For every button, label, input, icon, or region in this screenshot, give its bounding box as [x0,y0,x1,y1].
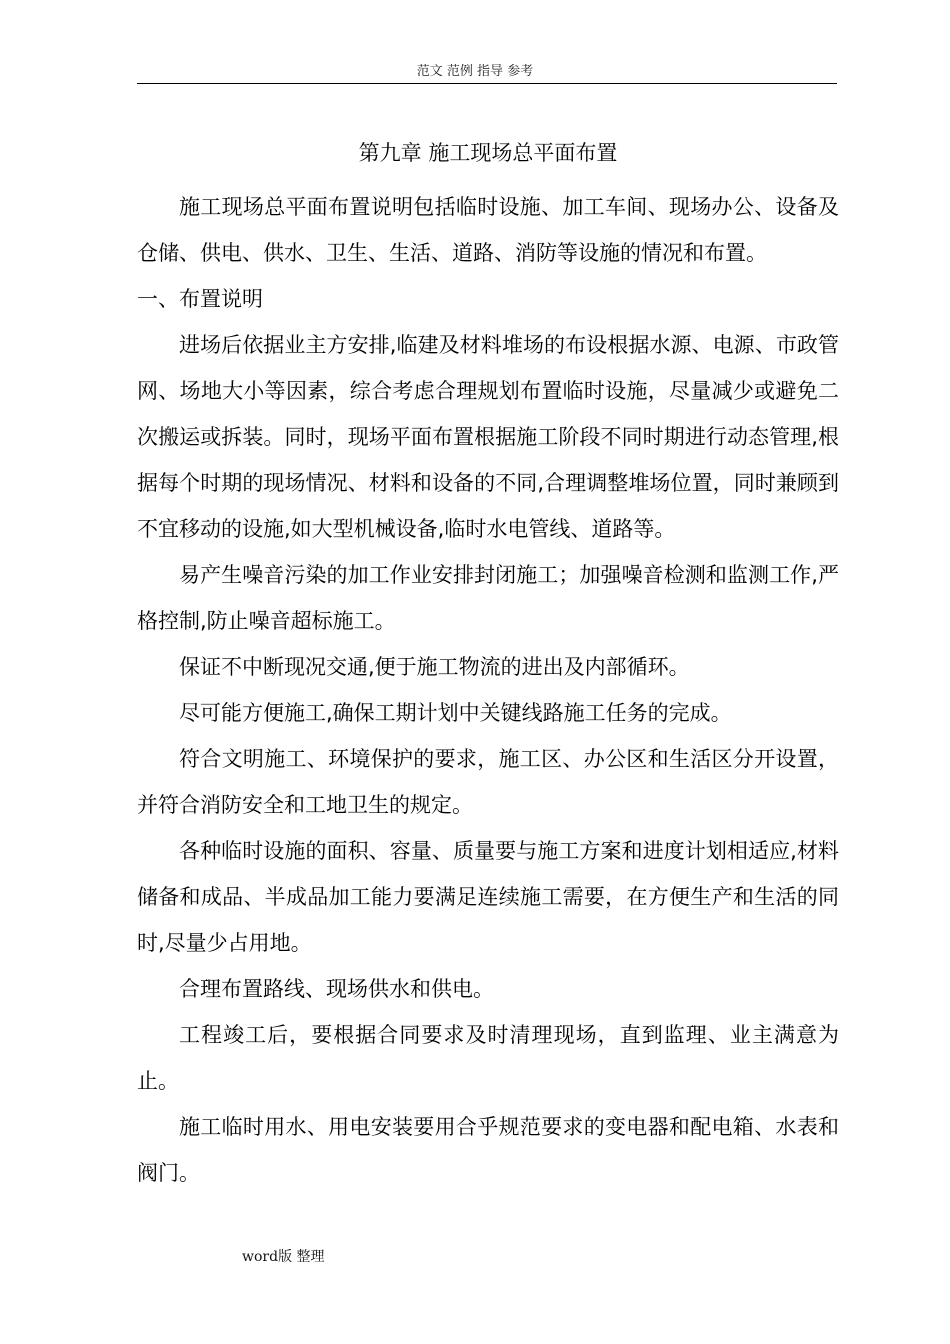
header-divider [137,83,837,84]
paragraph: 尽可能方便施工,确保工期计划中关键线路施工任务的完成。 [179,701,732,725]
section-heading: 一、布置说明 [137,287,263,311]
chapter-title: 第九章 施工现场总平面布置 [358,141,618,165]
page-header: 范文 范例 指导 参考 [416,64,534,79]
intro-paragraph: 施工现场总平面布置说明包括临时设施、加工车间、现场办公、设备及仓储、供电、供水、卫生、生活、道路、消防等设施的情况和布置。 [137,195,839,265]
paragraph: 各种临时设施的面积、容量、质量要与施工方案和进度计划相适应,材料储备和成品、半成品加工能力要满足连续施工需要，在方便生产和生活的同时,尽量少占用地。 [137,839,839,955]
document-body [137,130,839,1196]
paragraph: 符合文明施工、环境保护的要求，施工区、办公区和生活区分开设置，并符合消防安全和工地卫生的规定。 [137,747,839,817]
page-footer: word版 整理 [242,1249,325,1265]
paragraph: 易产生噪音污染的加工作业安排封闭施工；加强噪音检测和监测工作,严格控制,防止噪音超标施工。 [137,563,839,633]
paragraph: 工程竣工后，要根据合同要求及时清理现场，直到监理、业主满意为止。 [137,1023,839,1093]
paragraph: 进场后依据业主方安排,临建及材料堆场的布设根据水源、电源、市政管网、场地大小等因素，综合考虑合理规划布置临时设施，尽量减少或避免二次搬运或拆装。同时，现场平面布置根据施工阶段不同时期进行动态管理,根据每个时期的现场情况、材料和设备的不同,合理调整堆场位置，同时兼顾到不宜移动的设施,如大型机械设备,临时水电管线、道路等。 [137,333,839,541]
paragraph: 保证不中断现况交通,便于施工物流的进出及内部循环。 [179,655,690,679]
paragraph: 合理布置路线、现场供水和供电。 [179,977,494,1001]
paragraph: 施工临时用水、用电安装要用合乎规范要求的变电器和配电箱、水表和阀门。 [137,1115,839,1185]
